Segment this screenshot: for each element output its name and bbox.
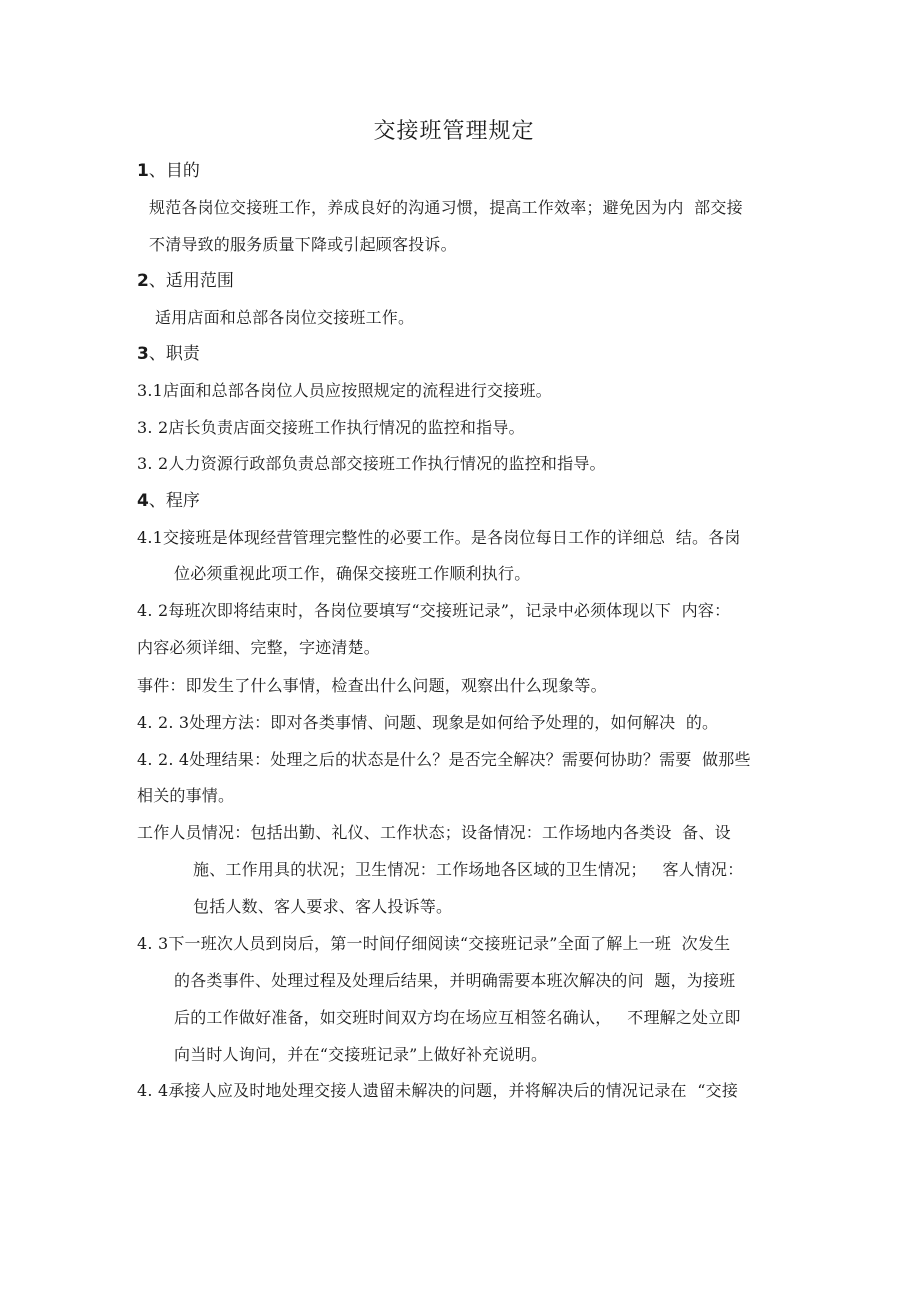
clause-line: 4.1交接班是体现经营管理完整性的必要工作。是各岗位每日工作的详细总 结。各岗 [137,528,741,547]
section-heading-2 [137,270,234,292]
clause-line: 3. 2人力资源行政部负责总部交接班工作执行情况的监控和指导。 [137,454,606,473]
section-number: 2 [137,271,149,291]
clause-line: 施、工作用具的状况；卫生情况：工作场地各区域的卫生情况； 客人情况： [193,860,744,879]
page-title: 交接班管理规定 [373,119,535,144]
clause-line: 的各类事件、处理过程及处理后结果，并明确需要本班次解决的问 题，为接班 [174,971,736,990]
section-heading-4 [137,490,200,512]
clause-line: 事件：即发生了什么事情，检查出什么问题，观察出什么现象等。 [137,676,607,695]
clause-line: 内容必须详细、完整，字迹清楚。 [137,638,381,657]
clause-line: 向当时人询问，并在“交接班记录”上做好补充说明。 [174,1045,548,1064]
section-heading-3 [137,343,200,365]
paragraph-line: 适用店面和总部各岗位交接班工作。 [155,308,415,327]
section-number: 4 [137,491,149,511]
clause-line: 包括人数、客人要求、客人投诉等。 [193,897,453,916]
paragraph-line: 规范各岗位交接班工作，养成良好的沟通习惯，提高工作效率；避免因为内 部交接 [149,198,743,217]
section-heading-1 [137,160,200,182]
section-title: 、目的 [148,161,200,181]
clause-line: 4. 4承接人应及时地处理交接人遗留未解决的问题，并将解决后的情况记录在 “交接 [137,1081,739,1100]
clause-line: 相关的事情。 [137,786,235,805]
section-number: 1 [137,161,149,181]
clause-line: 4. 2每班次即将结束时，各岗位要填写“交接班记录”，记录中必须体现以下 内容： [137,601,731,620]
clause-line: 3. 2店长负责店面交接班工作执行情况的监控和指导。 [137,418,525,437]
clause-line: 工作人员情况：包括出勤、礼仪、工作状态；设备情况：工作场地内各类设 备、设 [137,823,731,842]
paragraph-line: 不清导致的服务质量下降或引起顾客投诉。 [149,235,457,254]
section-title: 、职责 [148,344,200,364]
clause-line: 后的工作做好准备，如交班时间双方均在场应互相签名确认， 不理解之处立即 [174,1008,741,1027]
clause-line: 4. 2. 3处理方法：即对各类事情、问题、现象是如何给予处理的，如何解决 的。 [137,713,719,732]
clause-line: 4. 2. 4处理结果：处理之后的状态是什么？是否完全解决？需要何协助？需要 做那些 [137,750,751,769]
clause-line: 3.1店面和总部各岗位人员应按照规定的流程进行交接班。 [137,381,552,400]
section-number: 3 [137,344,149,364]
clause-line: 位必须重视此项工作，确保交接班工作顺利执行。 [174,564,531,583]
section-title: 、程序 [148,491,200,511]
section-title: 、适用范围 [148,271,234,291]
clause-line: 4. 3下一班次人员到岗后，第一时间仔细阅读“交接班记录”全面了解上一班 次发生 [137,934,731,953]
